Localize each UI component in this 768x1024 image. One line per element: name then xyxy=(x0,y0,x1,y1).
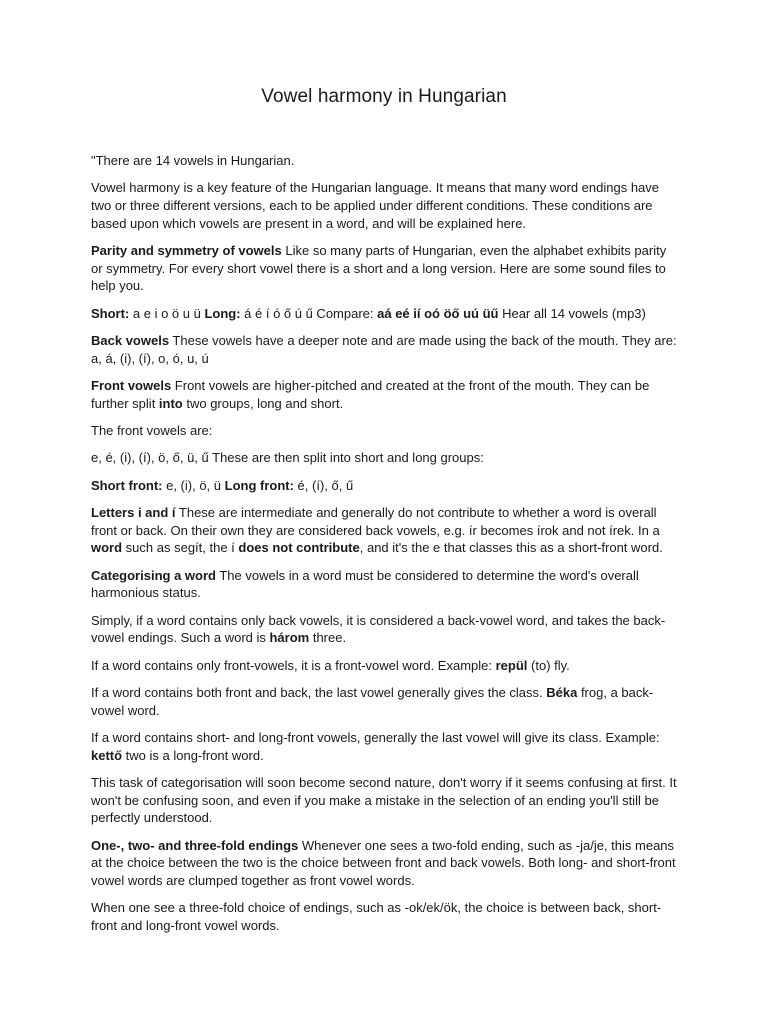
bold-text: aá eé ií oó öő uú üű xyxy=(377,305,499,321)
paragraph xyxy=(91,729,677,764)
paragraph xyxy=(91,899,677,934)
text-run: Whenever one sees a two-fold ending, such as -ja/je, this means at the choice between the two is the choice between front and back vowels. Both long- and short-front vowel words are clumped together as front vowel words. xyxy=(91,837,676,888)
text-run: Vowel harmony is a key feature of the Hungarian language. It means that many word endings have two or three different versions, each to be applied under different conditions. These conditions are based upon which vowels are present in a word, and will be explained here. xyxy=(91,180,660,231)
bold-text: három xyxy=(269,630,310,646)
text-run: Like so many parts of Hungarian, even the alphabet exhibits parity or symmetry. For every short vowel there is a short and a long version. Here are some sound files to help you. xyxy=(91,243,667,294)
bold-text: kettő xyxy=(91,747,123,763)
document-page xyxy=(91,86,677,944)
bold-text: Short: xyxy=(91,305,130,321)
text-run: Hear all 14 vowels (mp3) xyxy=(498,305,646,321)
text-run: a e i o ö u ü xyxy=(129,305,205,321)
text-run: Front vowels are higher-pitched and created at the front of the mouth. They can be further split xyxy=(91,378,650,411)
text-run: frog, a back-vowel word. xyxy=(91,684,654,718)
bold-text: Front vowels xyxy=(91,378,172,393)
text-run: If a word contains only front-vowels, it is a front-vowel word. Example: xyxy=(91,657,496,673)
text-run: e, é, (i), (í), ö, ő, ü, ű These are then split into short and long groups: xyxy=(91,450,484,466)
paragraph xyxy=(91,179,677,232)
paragraph xyxy=(91,422,677,440)
bold-text: word xyxy=(91,540,123,556)
paragraph xyxy=(91,612,677,647)
paragraph xyxy=(91,567,677,602)
paragraph xyxy=(91,152,677,170)
text-run: The vowels in a word must be considered to determine the word's overall harmonious status. xyxy=(91,567,639,601)
paragraph xyxy=(91,305,677,323)
document-body xyxy=(91,152,677,935)
paragraph xyxy=(91,657,677,675)
text-run: such as segít, the í xyxy=(122,540,239,556)
paragraph xyxy=(91,377,677,412)
bold-text: into xyxy=(158,395,183,411)
paragraph xyxy=(91,477,677,495)
paragraph xyxy=(91,332,677,367)
text-run: two groups, long and short. xyxy=(182,395,344,411)
paragraph xyxy=(91,684,677,719)
text-run: é, (í), ő, ű xyxy=(293,477,354,493)
text-run: These are intermediate and generally do not contribute to whether a word is overall front or back. On their own they are considered back vowels, e.g. ír becomes írok and not írek. In a xyxy=(91,504,660,538)
text-run: If a word contains short- and long-front vowels, generally the last vowel will give its class. Example: xyxy=(91,729,660,745)
text-run: "There are 14 vowels in Hungarian. xyxy=(91,153,295,168)
text-run: á é í ó ő ú ű Compare: xyxy=(240,305,378,321)
text-run: (to) fly. xyxy=(527,657,570,673)
paragraph xyxy=(91,449,677,467)
bold-text: does not contribute xyxy=(238,540,360,556)
text-run: three. xyxy=(309,630,347,646)
bold-text: Categorising a word xyxy=(91,567,216,583)
text-run: , and it's the e that classes this as a short-front word. xyxy=(359,540,663,556)
text-run: When one see a three-fold choice of endings, such as -ok/ek/ök, the choice is between back, short-front and long-front vowel words. xyxy=(91,900,662,933)
text-run: These vowels have a deeper note and are made using the back of the mouth. They are: a, á, (i), (í), o, ó, u, ú xyxy=(91,333,677,366)
text-run: e, (i), ö, ü xyxy=(162,477,225,493)
text-run: If a word contains both front and back, the last vowel generally gives the class. xyxy=(91,684,547,700)
bold-text: Béka xyxy=(546,684,578,700)
bold-text: Letters i and í xyxy=(91,504,176,520)
paragraph xyxy=(91,242,677,295)
bold-text: Long front: xyxy=(224,477,294,493)
bold-text: Long: xyxy=(204,305,241,321)
bold-text: One-, two- and three-fold endings xyxy=(91,837,299,853)
bold-text: Back vowels xyxy=(91,333,170,348)
paragraph xyxy=(91,504,677,557)
text-run: This task of categorisation will soon become second nature, don't worry if it seems confusing at first. It won't be confusing soon, and even if you make a mistake in the selection of an ending you'll still be perfectly understood. xyxy=(91,774,677,826)
text-run: two is a long-front word. xyxy=(122,747,264,763)
bold-text: Parity and symmetry of vowels xyxy=(91,243,282,258)
bold-text: Short front: xyxy=(91,477,163,493)
text-run: The front vowels are: xyxy=(91,423,213,438)
bold-text: repül xyxy=(495,657,528,673)
document-title: Vowel harmony in Hungarian xyxy=(261,86,507,107)
text-run: Simply, if a word contains only back vowels, it is considered a back-vowel word, and takes the back-vowel endings. Such a word is xyxy=(91,612,666,646)
paragraph xyxy=(91,774,677,827)
paragraph xyxy=(91,837,677,890)
